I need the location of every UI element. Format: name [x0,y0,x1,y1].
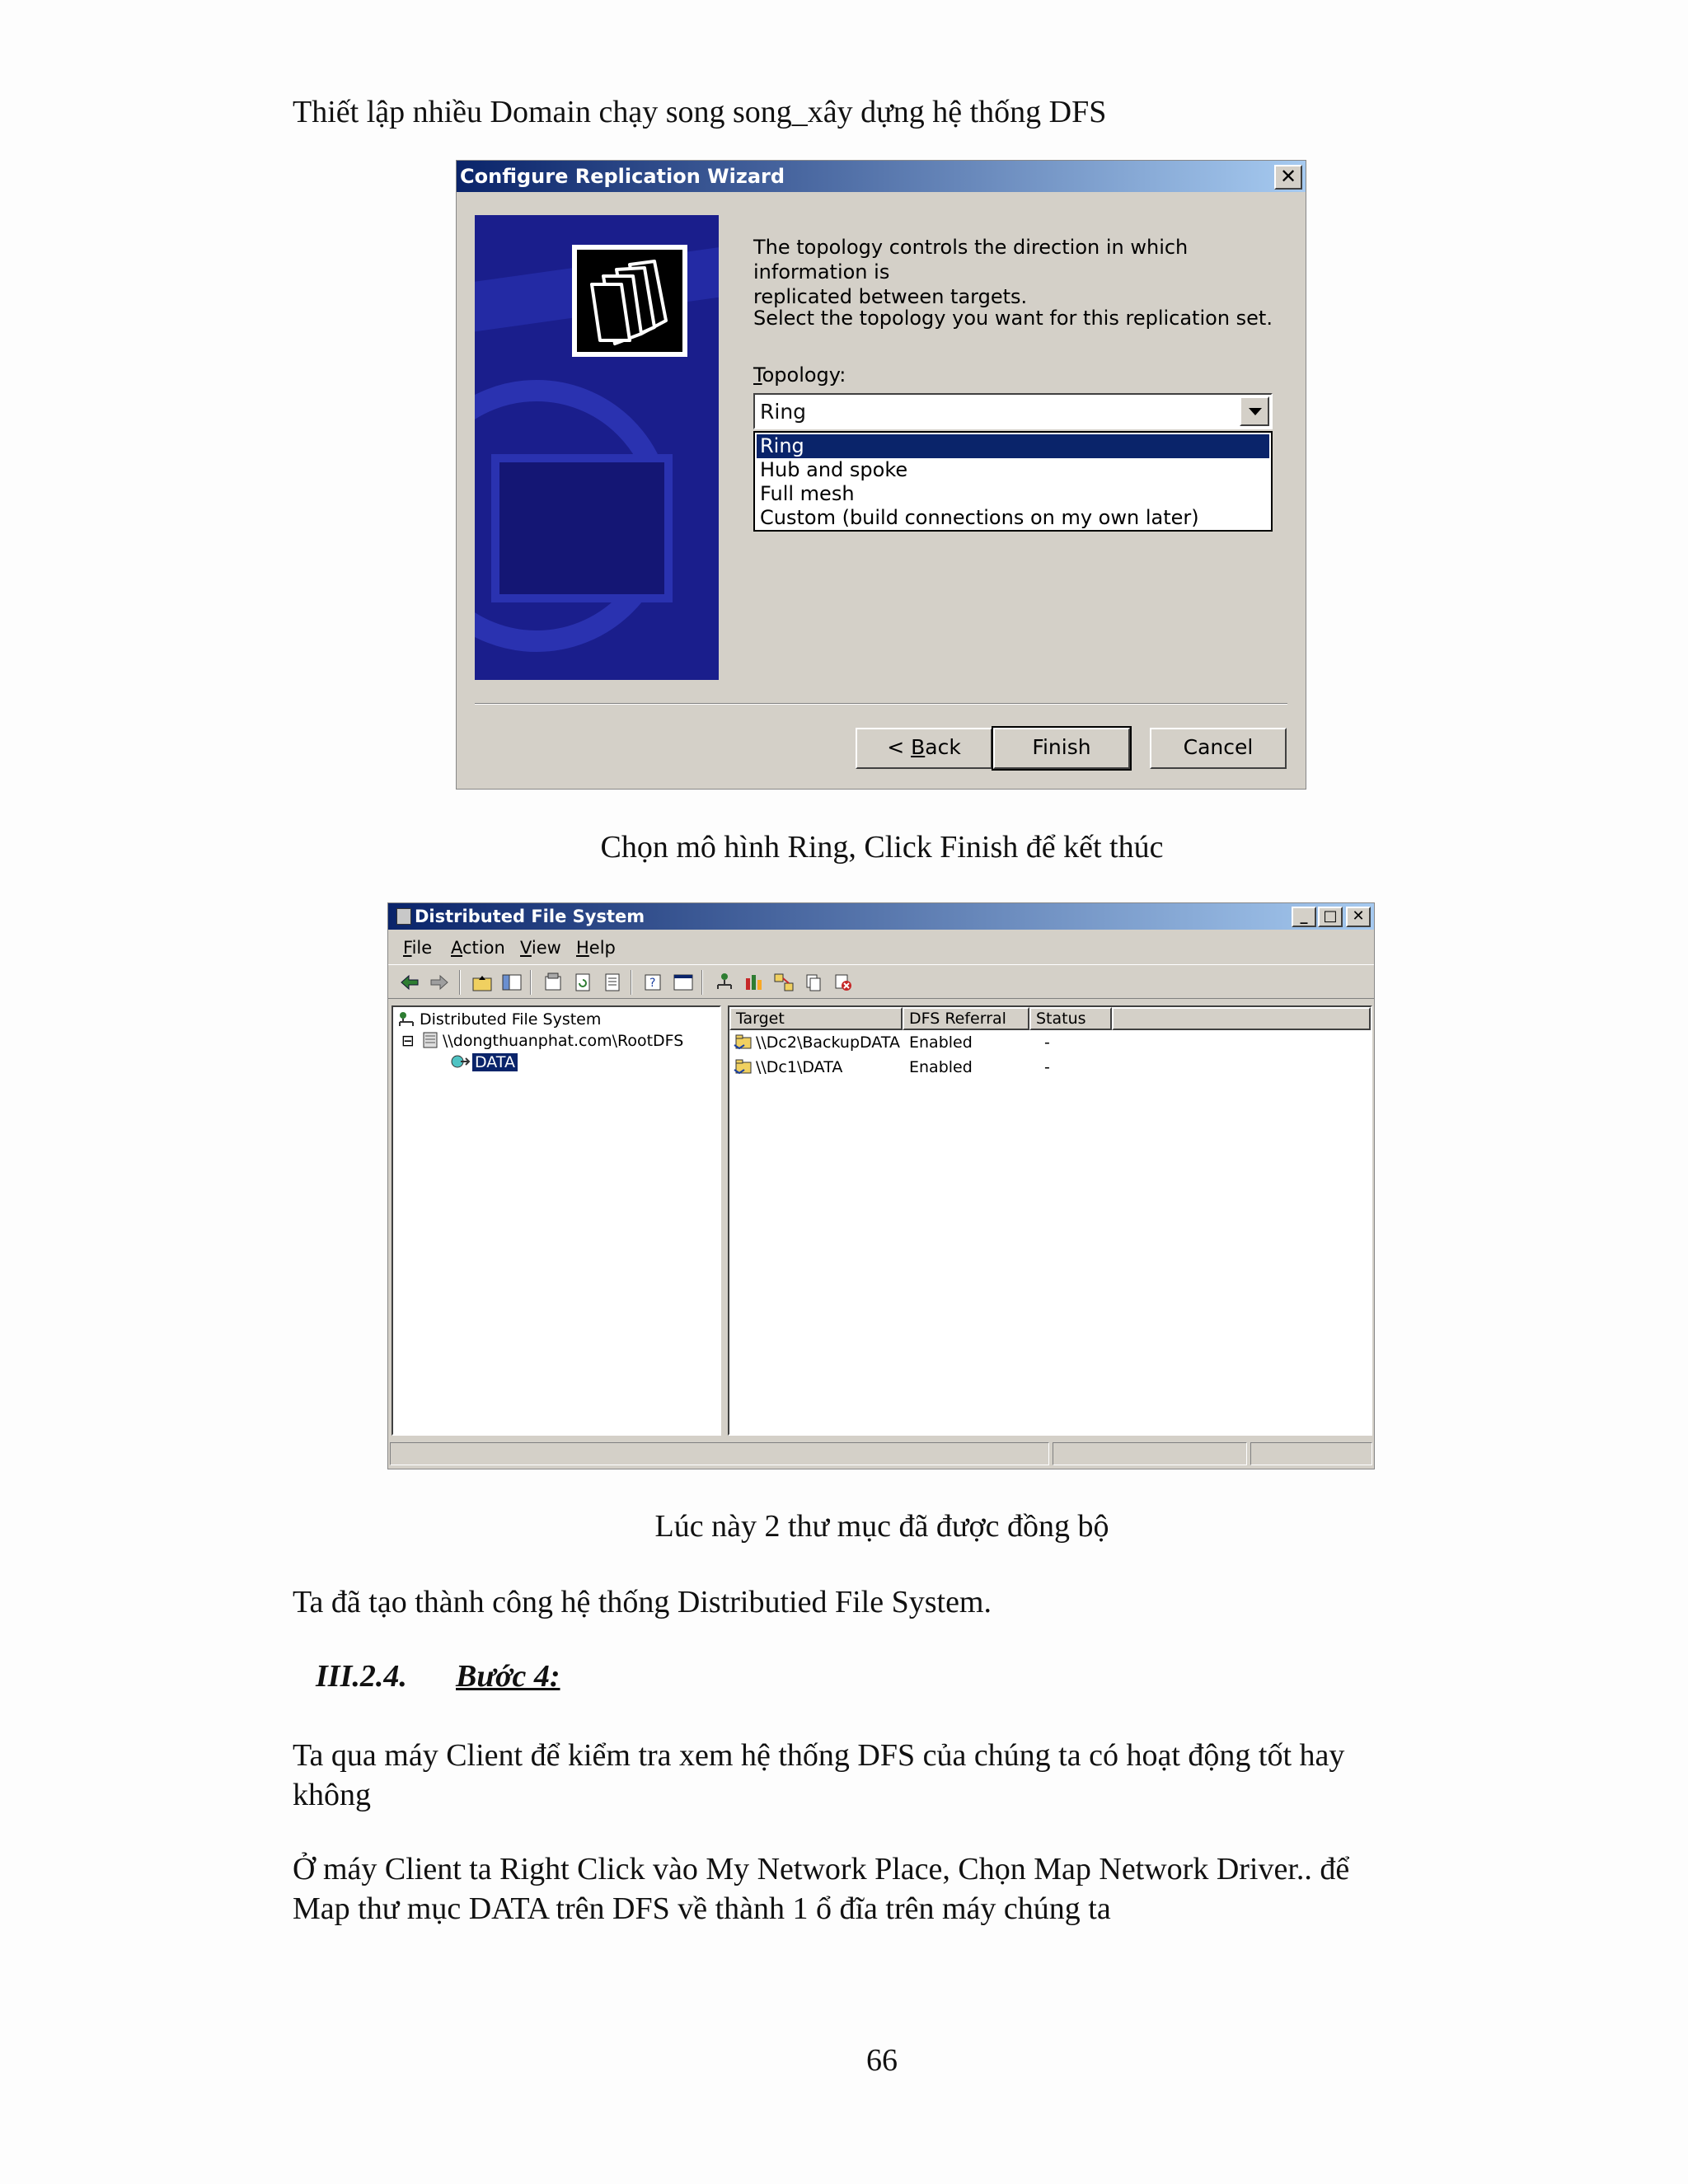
properties-icon[interactable] [542,972,565,993]
paragraph-map-drive [293,1849,1349,1929]
menu-action[interactable] [451,938,505,958]
help-icon[interactable] [642,972,665,993]
target-path: \\Dc2\BackupDATA [756,1033,900,1052]
menu-help-mnemonic: H [576,938,589,958]
close-button[interactable]: ✕ [1346,907,1371,927]
tree-server-label: \\dongthuanphat.com\RootDFS [442,1032,684,1050]
section-heading [316,1657,560,1696]
section-number: III.2.4. [316,1659,407,1694]
topology-option-custom[interactable]: Custom (build connections on my own later) [760,506,1199,529]
menu-help[interactable] [576,938,616,958]
expand-toggle-icon[interactable]: ⊟ [401,1032,415,1050]
shared-folder-icon [733,1058,754,1075]
export-list-icon[interactable] [601,972,624,993]
dfs-titlebar [388,903,1374,930]
status-cell: - [1044,1058,1050,1076]
paragraph-success: Ta đã tạo thành công hệ thống Distributied File System. [293,1585,992,1619]
art-block [491,454,673,602]
page-number: 66 [866,2043,898,2078]
wizard-side-art [475,215,719,680]
replication-icon[interactable] [772,972,795,993]
menu-action-text: ction [462,938,505,958]
select-prompt: Select the topology you want for this replication set. [753,307,1273,330]
paragraph-client-check [293,1736,1344,1815]
column-header-status[interactable]: Status [1029,1007,1112,1030]
remove-icon[interactable] [832,972,855,993]
referral-cell: Enabled [909,1058,973,1076]
cancel-button[interactable]: Cancel [1150,728,1287,769]
tree-child[interactable] [449,1052,518,1073]
tree-pane[interactable] [392,1005,721,1436]
menu-help-text: elp [588,938,616,958]
caption-wizard: Chọn mô hình Ring, Click Finish để kết thúc [600,830,1164,865]
target-path: \\Dc1\DATA [756,1058,843,1076]
status-cell: - [1044,1033,1050,1052]
topology-dropdown-list [753,431,1273,532]
page-header: Thiết lập nhiều Domain chạy song song_xây dựng hệ thống DFS [293,95,1107,129]
console-window-icon[interactable] [672,972,695,993]
description-line-1: The topology controls the direction in which information is [753,236,1189,284]
column-header-dfs-referral[interactable]: DFS Referral [903,1007,1029,1030]
menu-file-mnemonic: F [403,938,412,958]
topology-option-hub-and-spoke[interactable]: Hub and spoke [760,458,908,481]
menu-file-text: ile [411,938,433,958]
wizard-description [753,235,1306,309]
tree-child-label: DATA [472,1053,518,1071]
new-root-icon[interactable] [713,972,736,993]
svg-text:?: ? [649,977,656,990]
toolbar-separator [701,970,703,995]
back-button[interactable] [856,728,992,769]
up-folder-icon[interactable] [471,972,494,993]
chevron-down-icon[interactable] [1240,396,1269,426]
wizard-titlebar [457,161,1306,192]
back-button-prefix: < [887,735,912,759]
forward-arrow-icon[interactable] [428,972,451,993]
dfs-window-title: Distributed File System [415,907,645,926]
section-title: Bước 4: [456,1659,560,1694]
menu-file[interactable] [403,938,432,958]
dfs-window [387,902,1375,1469]
back-button-text: ack [925,735,961,759]
tree-root-label: Distributed File System [420,1010,602,1029]
dfs-app-icon [396,908,411,925]
toolbar-separator [459,970,461,995]
topology-option-ring[interactable]: Ring [757,434,1269,458]
topology-option-full-mesh[interactable]: Full mesh [760,482,855,505]
status-pane-main [390,1442,1049,1465]
target-cell [733,1057,842,1078]
copy-icon[interactable] [802,972,825,993]
finish-button[interactable]: Finish [993,728,1130,769]
caption-dfs: Lúc này 2 thư mục đã được đồng bộ [654,1509,1109,1544]
toolbar-separator [631,970,632,995]
topology-label-text: opology: [762,363,846,387]
toolbar-separator [530,970,532,995]
wizard-title: Configure Replication Wizard [460,165,785,188]
minimize-button[interactable]: _ [1292,907,1316,927]
show-hide-tree-icon[interactable] [500,972,523,993]
menu-action-mnemonic: A [451,938,462,958]
paragraph-line: Ta qua máy Client để kiểm tra xem hệ thống DFS của chúng ta có hoạt động tốt hay [293,1738,1345,1773]
status-pane-3 [1250,1442,1372,1465]
topology-select[interactable] [753,393,1273,429]
target-cell [733,1032,900,1053]
description-line-2: replicated between targets. [753,285,1028,308]
menu-bar [388,931,1374,963]
targets-list[interactable] [728,1005,1372,1436]
menu-view-mnemonic: V [520,938,532,958]
status-bar [388,1441,1374,1467]
maximize-button[interactable]: □ [1318,907,1343,927]
configure-replication-wizard [456,160,1306,790]
back-arrow-icon[interactable] [398,972,421,993]
dfs-root-icon [396,1010,418,1027]
folders-icon [572,245,687,357]
menu-view-text: iew [531,938,561,958]
menu-view[interactable] [520,938,561,958]
topology-label-mnemonic: T [753,363,762,387]
toolbar [388,964,1374,999]
tree-server[interactable] [401,1030,683,1052]
topology-label [753,363,846,387]
column-header-target[interactable]: Target [729,1007,903,1030]
wizard-separator [475,703,1287,705]
paragraph-line: Ở máy Client ta Right Click vào My Network Place, Chọn Map Network Driver.. để [293,1852,1350,1886]
tree-root[interactable] [396,1009,601,1030]
topology-select-value: Ring [760,400,807,424]
paragraph-line: không [293,1778,371,1812]
status-pane-2 [1053,1442,1247,1465]
back-button-mnemonic: B [911,735,926,759]
referral-cell: Enabled [909,1033,973,1052]
server-icon [420,1032,441,1048]
refresh-icon[interactable] [571,972,594,993]
wizard-close-button[interactable]: ✕ [1274,165,1302,190]
dfs-link-icon [449,1053,471,1070]
status-chart-icon[interactable] [743,972,766,993]
shared-folder-icon [733,1033,754,1050]
column-header-filler [1112,1007,1371,1030]
paragraph-line: Map thư mục DATA trên DFS về thành 1 ổ đĩa trên máy chúng ta [293,1891,1111,1926]
